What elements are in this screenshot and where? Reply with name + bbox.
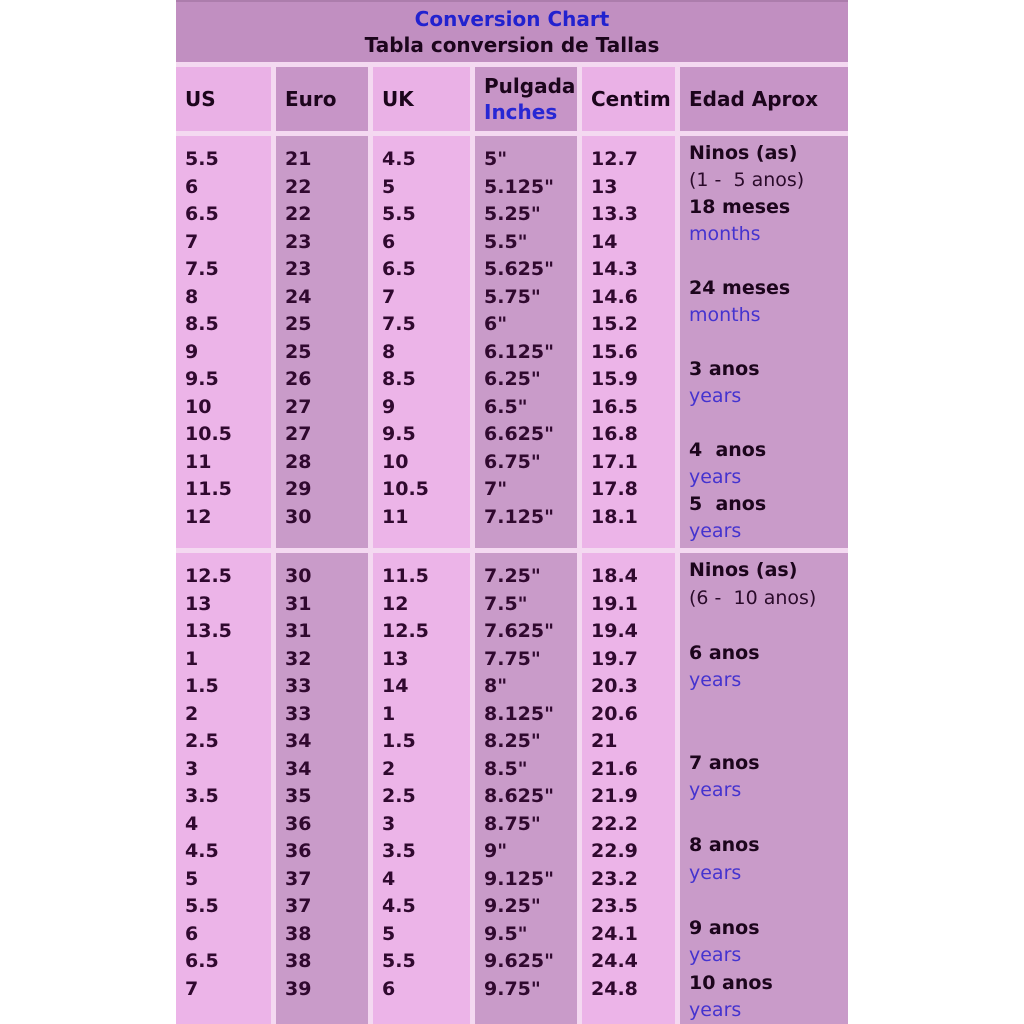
cell-inches: 5.5": [484, 230, 528, 253]
edad-line: 4 anos: [689, 439, 767, 461]
cell-uk: 12: [382, 592, 409, 615]
cell-euro: 34: [285, 757, 312, 780]
cell-euro: 22: [285, 203, 312, 225]
cell-inches: 8.125": [484, 702, 554, 725]
cell-centim: 19.1: [591, 592, 638, 615]
header-label-centim: Centim: [591, 87, 671, 111]
cell-us: 12.5: [185, 565, 232, 587]
cell-us: 1.5: [185, 675, 219, 697]
cell-us: 12: [185, 505, 212, 528]
conversion-chart-table: [176, 0, 848, 1024]
header-label-pulgada: Pulgada: [484, 74, 576, 98]
edad-line: years: [689, 669, 742, 691]
cell-uk: 4.5: [382, 148, 416, 170]
cell-centim: 18.1: [591, 505, 638, 528]
cell-us: 13.5: [185, 620, 232, 642]
cell-us: 9.5: [185, 368, 219, 390]
cell-us: 3.5: [185, 785, 219, 807]
cell-uk: 3: [382, 812, 396, 835]
cell-uk: 11: [382, 505, 409, 528]
cell-us: 4.5: [185, 840, 219, 862]
cell-centim: 21: [591, 730, 618, 752]
edad-line-blank: [689, 410, 848, 437]
table-block-ninos-6-10: [176, 553, 848, 1024]
edad-line-blank: [689, 248, 848, 275]
cell-inches: 6.625": [484, 423, 554, 445]
cell-inches: 9.625": [484, 950, 554, 972]
cell-inches: 7": [484, 478, 508, 500]
table-title-band: [176, 0, 848, 62]
cell-euro: 24: [285, 285, 312, 308]
cell-us: 6.5: [185, 203, 219, 225]
cell-uk: 7.5: [382, 313, 416, 335]
header-label-uk: UK: [382, 87, 414, 111]
edad-line: 24 meses: [689, 277, 791, 299]
cell-us: 2: [185, 702, 199, 725]
cell-euro: 34: [285, 730, 312, 752]
cell-inches: 6": [484, 313, 508, 335]
cell-uk: 6.5: [382, 258, 416, 280]
header-row: [176, 67, 848, 131]
cell-inches: 9.25": [484, 895, 541, 917]
edad-line: years: [689, 861, 742, 884]
cell-centim: 12.7: [591, 148, 638, 170]
cell-centim: 24.8: [591, 977, 638, 1000]
cell-euro: 39: [285, 977, 312, 1000]
cell-inches: 6.5": [484, 395, 528, 418]
column-centim: [582, 136, 675, 548]
cell-centim: 14: [591, 230, 618, 253]
column-inches: [475, 136, 577, 548]
column-edad-aprox: [680, 136, 848, 548]
edad-line: years: [689, 466, 742, 488]
cell-euro: 25: [285, 313, 312, 335]
cell-euro: 38: [285, 922, 312, 945]
column-uk: [373, 136, 470, 548]
cell-euro: 33: [285, 675, 312, 697]
edad-line: 3 anos: [689, 358, 760, 380]
cell-uk: 4: [382, 867, 396, 890]
header-label-inches: Inches: [484, 100, 558, 124]
cell-centim: 15.9: [591, 368, 638, 390]
edad-line: 7 anos: [689, 751, 760, 774]
cell-centim: 18.4: [591, 565, 638, 587]
cell-us: 7: [185, 977, 199, 1000]
edad-line: months: [689, 304, 761, 326]
header-label-euro: Euro: [285, 87, 337, 111]
cell-centim: 23.5: [591, 895, 638, 917]
column-euro: [276, 553, 368, 1024]
edad-line: years: [689, 999, 742, 1021]
column-uk: [373, 553, 470, 1024]
cell-uk: 1: [382, 702, 396, 725]
cell-euro: 37: [285, 895, 312, 917]
cell-centim: 17.1: [591, 450, 638, 473]
cell-us: 13: [185, 592, 212, 615]
cell-inches: 8.25": [484, 730, 541, 752]
cell-us: 5: [185, 867, 199, 890]
cell-centim: 22.9: [591, 840, 638, 862]
cell-inches: 7.125": [484, 505, 554, 528]
cell-centim: 24.4: [591, 950, 638, 972]
cell-euro: 30: [285, 505, 312, 528]
cell-inches: 6.25": [484, 368, 541, 390]
edad-line-blank: [689, 329, 848, 356]
cell-uk: 11.5: [382, 565, 429, 587]
cell-euro: 35: [285, 785, 312, 807]
edad-line: (6 - 10 anos): [689, 586, 817, 609]
edad-line-blank: [689, 887, 848, 915]
edad-line: years: [689, 944, 742, 966]
cell-uk: 5: [382, 175, 396, 198]
cell-uk: 8.5: [382, 368, 416, 390]
cell-euro: 27: [285, 395, 312, 418]
edad-line: 8 anos: [689, 834, 760, 856]
cell-inches: 5": [484, 148, 508, 170]
cell-euro: 30: [285, 565, 312, 587]
cell-us: 6: [185, 175, 199, 198]
cell-centim: 15.6: [591, 340, 638, 363]
edad-line-blank: [689, 722, 848, 750]
cell-uk: 7: [382, 285, 396, 308]
cell-us: 10: [185, 395, 212, 418]
cell-euro: 32: [285, 647, 312, 670]
cell-uk: 12.5: [382, 620, 429, 642]
cell-euro: 36: [285, 812, 312, 835]
edad-line-blank: [689, 805, 848, 833]
cell-inches: 7.75": [484, 647, 541, 670]
edad-line: 10 anos: [689, 971, 773, 994]
column-header-centim: [582, 67, 675, 131]
edad-line: months: [689, 223, 761, 245]
column-us: [176, 136, 271, 548]
cell-uk: 5.5: [382, 950, 416, 972]
cell-uk: 2.5: [382, 785, 416, 807]
cell-uk: 1.5: [382, 730, 416, 752]
column-us: [176, 553, 271, 1024]
cell-euro: 31: [285, 620, 312, 642]
cell-us: 4: [185, 812, 199, 835]
cell-euro: 21: [285, 148, 312, 170]
cell-us: 5.5: [185, 148, 219, 170]
cell-euro: 26: [285, 368, 312, 390]
column-edad-aprox: [680, 553, 848, 1024]
edad-line: Ninos (as): [689, 142, 798, 164]
edad-line: years: [689, 779, 742, 801]
table-block-ninos-1-5: [176, 136, 848, 548]
edad-line: 6 anos: [689, 641, 760, 664]
cell-uk: 14: [382, 675, 409, 697]
cell-inches: 6.75": [484, 450, 541, 473]
cell-centim: 16.5: [591, 395, 638, 418]
cell-us: 5.5: [185, 895, 219, 917]
cell-us: 3: [185, 757, 199, 780]
cell-centim: 19.4: [591, 620, 638, 642]
cell-uk: 4.5: [382, 895, 416, 917]
cell-us: 11.5: [185, 478, 232, 500]
cell-us: 6: [185, 922, 199, 945]
cell-euro: 36: [285, 840, 312, 862]
cell-uk: 10: [382, 450, 409, 473]
edad-line: years: [689, 385, 742, 407]
cell-centim: 19.7: [591, 647, 638, 670]
cell-inches: 9.75": [484, 977, 541, 1000]
cell-uk: 2: [382, 757, 396, 780]
cell-centim: 15.2: [591, 313, 638, 335]
cell-uk: 3.5: [382, 840, 416, 862]
cell-centim: 21.9: [591, 785, 638, 807]
cell-us: 10.5: [185, 423, 232, 445]
cell-us: 11: [185, 450, 212, 473]
cell-euro: 28: [285, 450, 312, 473]
header-label-edad-aprox: Edad Aprox: [689, 87, 819, 111]
cell-centim: 14.6: [591, 285, 638, 308]
title-english: Conversion Chart: [414, 7, 610, 31]
cell-inches: 5.25": [484, 203, 541, 225]
cell-centim: 16.8: [591, 423, 638, 445]
cell-centim: 24.1: [591, 922, 638, 945]
cell-us: 6.5: [185, 950, 219, 972]
cell-centim: 23.2: [591, 867, 638, 890]
edad-line: 18 meses: [689, 196, 791, 218]
cell-centim: 22.2: [591, 812, 638, 835]
cell-us: 2.5: [185, 730, 219, 752]
cell-centim: 17.8: [591, 478, 638, 500]
cell-centim: 13: [591, 175, 618, 198]
cell-centim: 13.3: [591, 203, 638, 225]
header-label-us: US: [185, 87, 216, 111]
cell-inches: 8": [484, 675, 508, 697]
cell-us: 7: [185, 230, 199, 253]
cell-inches: 5.75": [484, 285, 541, 308]
cell-euro: 37: [285, 867, 312, 890]
cell-inches: 7.5": [484, 592, 528, 615]
cell-inches: 5.625": [484, 258, 554, 280]
cell-euro: 22: [285, 175, 312, 198]
cell-inches: 9": [484, 840, 508, 862]
cell-inches: 8.625": [484, 785, 554, 807]
edad-line: (1 - 5 anos): [689, 169, 805, 191]
cell-centim: 14.3: [591, 258, 638, 280]
cell-uk: 5.5: [382, 203, 416, 225]
cell-inches: 7.625": [484, 620, 554, 642]
cell-uk: 9: [382, 395, 396, 418]
column-inches: [475, 553, 577, 1024]
cell-euro: 23: [285, 258, 312, 280]
title-spanish: Tabla conversion de Tallas: [364, 33, 660, 57]
edad-line: 5 anos: [689, 493, 767, 515]
cell-inches: 8.75": [484, 812, 541, 835]
edad-line-blank: [689, 695, 848, 723]
cell-us: 8: [185, 285, 199, 308]
cell-euro: 38: [285, 950, 312, 972]
column-header-pulgada-inches: [475, 67, 577, 131]
cell-uk: 9.5: [382, 423, 416, 445]
cell-uk: 13: [382, 647, 409, 670]
column-header-uk: [373, 67, 470, 131]
cell-us: 1: [185, 647, 199, 670]
cell-euro: 29: [285, 478, 312, 500]
cell-uk: 10.5: [382, 478, 429, 500]
cell-us: 7.5: [185, 258, 219, 280]
cell-centim: 20.3: [591, 675, 638, 697]
column-centim: [582, 553, 675, 1024]
column-header-us: [176, 67, 271, 131]
cell-inches: 9.5": [484, 922, 528, 945]
column-euro: [276, 136, 368, 548]
column-header-euro: [276, 67, 368, 131]
cell-centim: 20.6: [591, 702, 638, 725]
cell-centim: 21.6: [591, 757, 638, 780]
cell-euro: 25: [285, 340, 312, 363]
cell-inches: 7.25": [484, 565, 541, 587]
cell-inches: 5.125": [484, 175, 554, 198]
cell-euro: 31: [285, 592, 312, 615]
edad-line-blank: [689, 612, 848, 640]
cell-inches: 8.5": [484, 757, 528, 780]
column-header-edad-aprox: [680, 67, 848, 131]
cell-uk: 6: [382, 230, 396, 253]
edad-line: Ninos (as): [689, 559, 798, 581]
cell-inches: 9.125": [484, 867, 554, 890]
cell-inches: 6.125": [484, 340, 554, 363]
edad-line: 9 anos: [689, 916, 760, 939]
cell-us: 8.5: [185, 313, 219, 335]
cell-us: 9: [185, 340, 199, 363]
edad-line: years: [689, 520, 742, 542]
cell-uk: 5: [382, 922, 396, 945]
cell-uk: 6: [382, 977, 396, 1000]
cell-uk: 8: [382, 340, 396, 363]
cell-euro: 27: [285, 423, 312, 445]
cell-euro: 33: [285, 702, 312, 725]
cell-euro: 23: [285, 230, 312, 253]
